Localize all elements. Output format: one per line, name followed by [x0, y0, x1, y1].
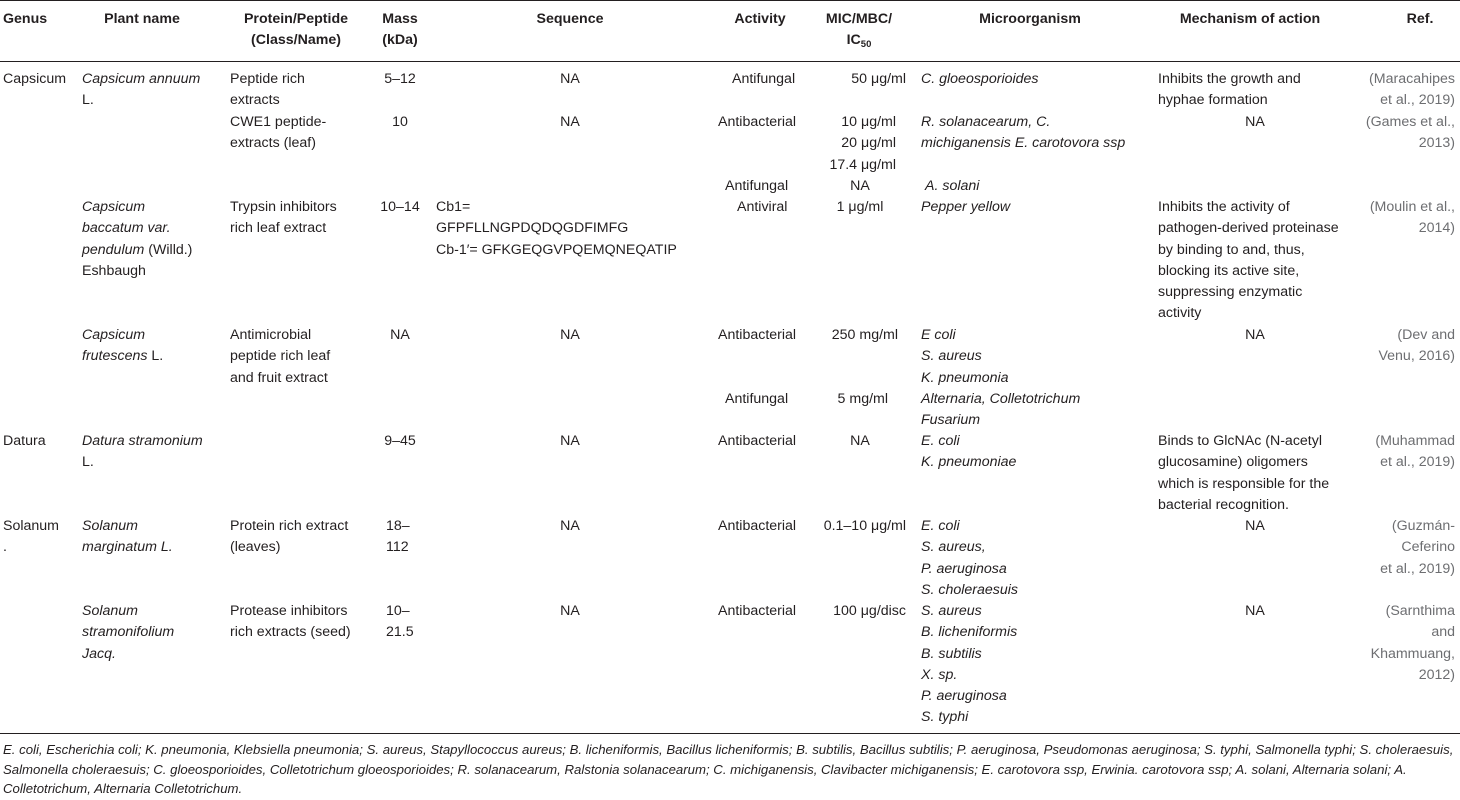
cell-mic: NA: [850, 433, 870, 449]
cell-ref: [1340, 197, 1455, 240]
cell-ref: [1340, 69, 1455, 112]
cell-protein-line: Trypsin inhibitors: [230, 199, 337, 215]
cell-microorganism-line: S. aureus: [921, 348, 982, 365]
cell-mic-line: 20 μg/ml: [841, 135, 896, 152]
cell-sequence: NA: [560, 603, 580, 619]
cell-plant-line: baccatum var.: [82, 220, 171, 237]
cell-mass: NA: [390, 327, 410, 343]
cell-ref-line: (Guzmán-: [1391, 518, 1455, 534]
cell-mechanism-line: suppressing enzymatic: [1158, 284, 1303, 301]
cell-mic-line: 10 μg/ml: [841, 114, 896, 130]
cell-genus: Datura: [3, 433, 46, 449]
table-top-rule: [0, 0, 1460, 1]
cell-microorganism-line: E. coli: [921, 518, 960, 534]
cell-plant-line: [82, 240, 192, 261]
cell-activity: Antibacterial: [718, 603, 797, 619]
cell-sequence: NA: [560, 114, 580, 130]
header-mass: [378, 9, 422, 51]
cell-plant-line: Solanum: [82, 603, 138, 619]
cell-activity: Antibacterial: [718, 114, 797, 130]
header-protein-line1: Protein/Peptide: [243, 11, 349, 27]
cell-microorganism-line: michiganensis E. carotovora ssp: [921, 135, 1126, 152]
cell-ref-line: et al., 2019): [1380, 560, 1455, 577]
cell-protein-line: extracts: [230, 92, 280, 109]
cell-activity: Antibacterial: [718, 327, 797, 343]
cell-sequence: [436, 197, 677, 261]
cell-activity: Antibacterial: [718, 433, 797, 449]
header-sequence: Sequence: [536, 11, 604, 27]
cell-mechanism-line: glucosamine) oligomers: [1158, 454, 1308, 471]
cell-microorganism-line: K. pneumoniae: [921, 454, 1017, 471]
cell-microorganism: [921, 601, 1017, 729]
cell-protein-line: CWE1 peptide-: [230, 114, 327, 130]
cell-plant-line: Datura stramonium: [82, 433, 203, 449]
cell-sequence: NA: [560, 71, 580, 87]
cell-microorganism-line: Fusarium: [921, 412, 981, 429]
cell-protein: [230, 69, 305, 112]
cell-mechanism: [1158, 197, 1339, 325]
cell-ref-line: Venu, 2016): [1378, 348, 1455, 365]
cell-microorganism-line: S. aureus,: [921, 539, 986, 556]
cell-plant-italic: frutescens: [82, 348, 148, 365]
cell-plant-line: Capsicum: [82, 199, 146, 215]
cell-microorganism: [921, 431, 1016, 474]
cell-plant-line: [82, 346, 163, 367]
cell-protein: [230, 516, 348, 559]
cell-mass: [386, 601, 414, 644]
cell-sequence: NA: [560, 327, 580, 343]
cell-microorganism-line: P. aeruginosa: [921, 560, 1007, 577]
cell-plant-line: Solanum: [82, 518, 138, 534]
cell-mass-line: 112: [386, 539, 409, 556]
cell-protein-line: Antimicrobial: [230, 327, 312, 343]
header-mass-line1: Mass: [382, 11, 418, 27]
cell-plant-name: [82, 325, 163, 368]
cell-plant-name: [82, 516, 173, 559]
cell-sequence: NA: [560, 518, 580, 534]
cell-mic: 100 μg/disc: [833, 603, 906, 619]
header-plant-name: Plant name: [104, 11, 180, 27]
header-mass-line2: (kDa): [382, 32, 418, 48]
cell-microorganism: A. solani: [925, 178, 980, 194]
cell-protein-line: extracts (leaf): [230, 135, 316, 152]
header-activity: Activity: [734, 11, 786, 27]
cell-ref-line: Khammuang,: [1370, 645, 1455, 662]
cell-microorganism-line: S. choleraesuis: [921, 581, 1018, 598]
cell-activity: Antifungal: [725, 391, 789, 407]
cell-mechanism-line: Inhibits the activity of: [1158, 199, 1290, 215]
cell-plant-line: marginatum L.: [82, 539, 173, 556]
cell-mechanism-line: Inhibits the growth and: [1158, 71, 1301, 87]
cell-plant-line: Capsicum annuum: [82, 71, 201, 87]
table-bottom-rule: [0, 733, 1460, 734]
cell-mass: 5–12: [384, 71, 416, 87]
header-mic-ic: IC: [846, 32, 861, 48]
cell-protein-line: Protein rich extract: [230, 518, 349, 534]
table-footnote: E. coli, Escherichia coli; K. pneumonia, Klebsiella pneumonia; S. aureus, Stapyllococcus aureus; B. licheniformis, Bacillus licheniformis; B. subtilis, Bacillus subtilis; P. aeruginosa, Pseudomonas aeruginosa; S. typhi, Salmonella typhi; S. choleraesuis, Salmonella choleraesuis; C. gloeosporioides, Colletotrichum gloeosporioides; R. solanacearum, Ralstonia solanacearum; C. michiganensis, Clavibacter michiganensis; E. carotovora ssp, Erwinia. carotovora ssp; A. solani, Alternaria solani; A. Colletotrichum, Alternaria Colletotrichum.: [3, 742, 1454, 797]
cell-plant-italic: pendulum: [82, 241, 145, 258]
cell-microorganism: [921, 112, 1125, 155]
cell-protein: [230, 197, 337, 240]
cell-protein-line: and fruit extract: [230, 369, 328, 386]
cell-mechanism-line: by binding to and, thus,: [1158, 241, 1305, 258]
cell-sequence: NA: [560, 433, 580, 449]
cell-mic: 5 mg/ml: [837, 391, 888, 407]
cell-ref-line: Ceferino: [1401, 539, 1455, 556]
cell-microorganism-line: B. licheniformis: [921, 624, 1018, 641]
cell-mass-line: 21.5: [386, 624, 414, 641]
header-microorganism: Microorganism: [979, 11, 1081, 27]
header-mechanism: Mechanism of action: [1179, 11, 1321, 27]
cell-protein: [230, 325, 330, 389]
cell-plant-name: [82, 431, 203, 474]
cell-activity: Antifungal: [725, 178, 789, 194]
cell-mechanism: NA: [1245, 518, 1265, 534]
cell-ref-line: (Muhammad: [1375, 433, 1455, 449]
cell-sequence-line: Cb1=: [436, 199, 471, 215]
cell-microorganism: Pepper yellow: [921, 199, 1011, 215]
cell-mass: [386, 516, 410, 559]
cell-ref-line: (Sarnthima: [1385, 603, 1455, 619]
cell-ref-line: (Dev and: [1397, 327, 1455, 343]
cell-mass: 10: [392, 114, 408, 130]
header-mic: [812, 9, 906, 51]
cell-mechanism: NA: [1245, 114, 1265, 130]
cell-plant-name: [82, 601, 174, 665]
cell-ref-line: et al., 2019): [1380, 454, 1455, 471]
cell-mic: 0.1–10 μg/ml: [823, 518, 906, 534]
cell-mic: 50 μg/ml: [851, 71, 906, 87]
cell-mass-line: 18–: [386, 518, 410, 534]
cell-plant-author: L.: [147, 348, 164, 365]
header-genus: Genus: [3, 11, 48, 27]
cell-microorganism-line: Alternaria, Colletotrichum: [921, 391, 1081, 407]
cell-protein: [230, 601, 351, 644]
cell-protein-line: (leaves): [230, 539, 281, 556]
cell-ref: [1340, 112, 1455, 155]
cell-mechanism-line: hyphae formation: [1158, 92, 1268, 109]
header-protein: [228, 9, 364, 51]
cell-ref-line: et al., 2019): [1380, 92, 1455, 109]
cell-ref-line: 2012): [1418, 666, 1455, 683]
cell-mic: [800, 112, 896, 176]
cell-mechanism: [1158, 69, 1301, 112]
cell-microorganism-line: E coli: [921, 327, 956, 343]
cell-ref: [1340, 325, 1455, 368]
header-rule: [0, 61, 1460, 62]
cell-plant-line: L.: [82, 92, 94, 109]
header-mic-line1: MIC/MBC/: [825, 11, 893, 27]
cell-mic-line: 17.4 μg/ml: [829, 156, 896, 173]
cell-mic: 250 mg/ml: [831, 327, 898, 343]
cell-microorganism-line: B. subtilis: [921, 645, 982, 662]
cell-mass-line: 10–: [386, 603, 410, 619]
cell-protein-line: Protease inhibitors: [230, 603, 348, 619]
cell-protein: [230, 112, 326, 155]
cell-ref-line: (Moulin et al.,: [1369, 199, 1455, 215]
cell-genus: [3, 516, 59, 559]
cell-microorganism-line: P. aeruginosa: [921, 688, 1007, 705]
cell-plant-line: Capsicum: [82, 327, 146, 343]
cell-mass: 10–14: [380, 199, 420, 215]
cell-protein-line: rich leaf extract: [230, 220, 327, 237]
cell-microorganism: C. gloeosporioides: [921, 71, 1039, 87]
cell-activity: Antiviral: [737, 199, 788, 215]
cell-protein-line: peptide rich leaf: [230, 348, 331, 365]
cell-mic: NA: [850, 178, 870, 194]
cell-plant-line: Jacq.: [82, 645, 116, 662]
cell-ref: [1340, 516, 1455, 580]
cell-genus-line: Solanum: [3, 518, 59, 534]
cell-activity: Antifungal: [732, 71, 796, 87]
cell-mechanism-line: pathogen-derived proteinase: [1158, 220, 1339, 237]
cell-mechanism-line: activity: [1158, 305, 1202, 322]
cell-plant-line: stramonifolium: [82, 624, 175, 641]
cell-microorganism-line: E. coli: [921, 433, 960, 449]
cell-mechanism-line: which is responsible for the: [1158, 475, 1330, 492]
cell-protein-line: rich extracts (seed): [230, 624, 351, 641]
header-mic-sub: 50: [860, 39, 872, 50]
cell-ref-line: and: [1431, 624, 1455, 641]
cell-plant-name: [82, 69, 200, 112]
cell-mic: 1 μg/ml: [836, 199, 884, 215]
cell-genus: Capsicum: [3, 71, 67, 87]
cell-plant-author: (Willd.): [144, 241, 193, 258]
cell-microorganism: [921, 389, 1080, 432]
cell-mechanism: NA: [1245, 327, 1265, 343]
header-protein-line2: (Class/Name): [251, 32, 341, 48]
cell-ref-line: (Games et al.,: [1365, 114, 1455, 130]
cell-microorganism-line: X. sp.: [921, 666, 958, 683]
cell-ref: [1340, 431, 1455, 474]
header-ref: Ref.: [1406, 11, 1434, 27]
cell-plant-line: L.: [82, 454, 94, 471]
cell-sequence-line: GFPFLLNGPDQDQGDFIMFG: [436, 220, 629, 237]
cell-plant-name: [82, 197, 192, 282]
cell-microorganism-line: S. aureus: [921, 603, 982, 619]
cell-protein-line: Peptide rich: [230, 71, 305, 87]
cell-mechanism: [1158, 431, 1329, 516]
cell-ref-line: 2014): [1418, 220, 1455, 237]
cell-plant-line: Eshbaugh: [82, 262, 146, 279]
cell-ref: [1340, 601, 1455, 686]
cell-activity: Antibacterial: [718, 518, 797, 534]
cell-microorganism-line: K. pneumonia: [921, 369, 1009, 386]
cell-mechanism-line: blocking its active site,: [1158, 262, 1300, 279]
header-mic-line2: [812, 30, 906, 51]
cell-ref-line: 2013): [1418, 135, 1455, 152]
cell-microorganism-line: R. solanacearum, C.: [921, 114, 1051, 130]
cell-sequence-line: Cb-1′= GFKGEQGVPQEMQNEQATIP: [436, 241, 677, 258]
cell-microorganism-line: S. typhi: [921, 709, 969, 726]
cell-microorganism: [921, 516, 1018, 601]
cell-mechanism: NA: [1245, 603, 1265, 619]
cell-genus-line: .: [3, 539, 7, 556]
cell-mechanism-line: Binds to GlcNAc (N-acetyl: [1158, 433, 1322, 449]
cell-ref-line: (Maracahipes: [1369, 71, 1455, 87]
cell-mass: 9–45: [384, 433, 416, 449]
cell-mechanism-line: bacterial recognition.: [1158, 496, 1289, 513]
cell-microorganism: [921, 325, 1009, 389]
